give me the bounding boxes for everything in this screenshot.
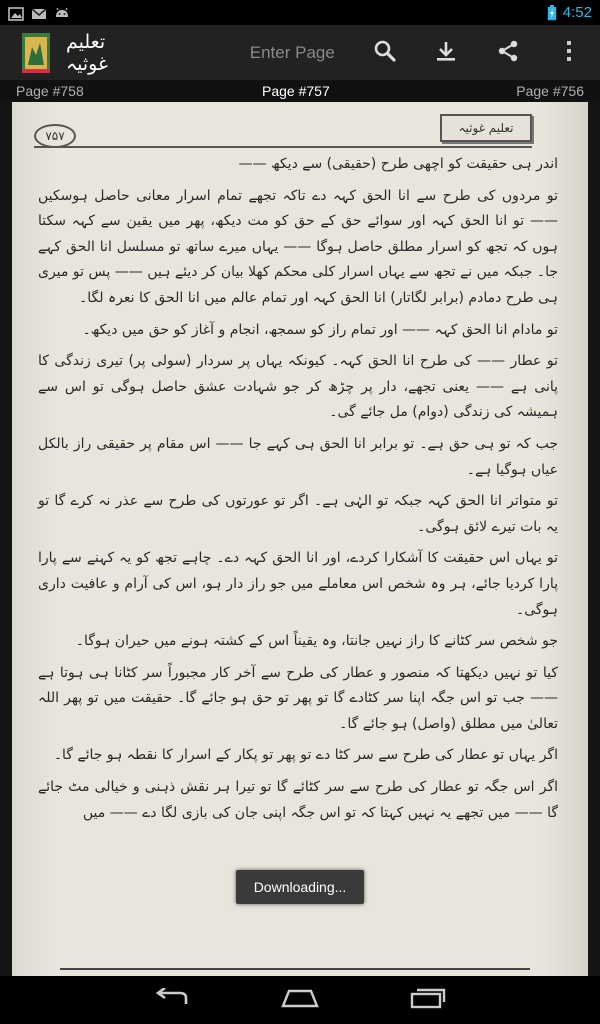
page-number-input[interactable] — [250, 43, 350, 63]
search-button[interactable] — [354, 25, 416, 80]
previous-page-link[interactable]: Page #758 — [16, 83, 84, 99]
document-viewport[interactable] — [0, 102, 600, 976]
footer-rule — [60, 968, 530, 970]
paragraph: تو متواتر انا الحق کہہ جبکہ تو الہٰی ہے۔ اگر تو عورتوں کی طرح سے عذر نہ کرے گا تو یہ بات تیرے لائق ہوگی۔ — [38, 493, 558, 535]
paragraph: جب کہ تو ہی حق ہے۔ تو برابر انا الحق ہی کہے جا —— اس مقام پر حقیقی راز بالکل عیاں ہوگیا ہے۔ — [38, 435, 558, 478]
home-icon — [281, 988, 319, 1012]
page-header-box — [440, 114, 532, 142]
page-navigation — [0, 80, 600, 102]
android-icon — [54, 6, 70, 20]
paragraph: تو مردوں کی طرح سے انا الحق کہہ دے تاکہ تجھے تمام اسرار معانی حاصل ہوسکیں —— تو انا الحق کہہ اور سوائے حق کے حق کو مت دیکھ، پھر میں یقین سے کہہ سکتا ہوں کہ تجھ کو اسرار مطلق حاصل ہوگا —— یہاں میرے ساتھ تو مسلسل انا الحق کہے جا۔ جبکہ میں نے تجھ سے یہاں اسرار کلی محکم کھلا بیان کر دیئے ہیں —— پس تو میری ہی طرح دمادم (برابر لگاتار) انا الحق کہہ اور تمام عالم میں انا الحق کا نعرہ لگا۔ — [38, 187, 558, 306]
header-rule — [34, 146, 532, 148]
app-title: تعلیم غوثیہ — [66, 30, 108, 75]
paragraph: تو عطار —— کی طرح انا الحق کہہ۔ کیونکہ یہاں پر سردار (سولی پر) تیری زندگی کا پانی ہے —— یعنی تجھے، دار پر چڑھ کر جو شہادت عشق حاصل ہوگی تو اس سے ہمیشہ کی زندگی (دوام) مل جائے گی۔ — [38, 353, 558, 421]
gmail-icon — [31, 6, 47, 20]
picture-icon — [8, 6, 24, 20]
search-icon — [373, 39, 397, 67]
app-logo-icon[interactable] — [22, 33, 50, 73]
overflow-menu-button[interactable] — [538, 25, 600, 80]
paragraph: تو مادام انا الحق کہہ —— اور تمام راز کو سمجھ، انجام و آغاز کو حق میں دیکھ۔ — [82, 321, 558, 338]
page-header-title: تعلیم غوثیہ — [458, 121, 514, 135]
current-page-label: Page #757 — [262, 83, 330, 99]
paragraph: اندر ہی حقیقت کو اچھی طرح (حقیقی) سے دیکھ —— — [238, 156, 558, 172]
paragraph: اگر یہاں تو عطار کی طرح سے سر کٹا دے تو پھر تو پکار کے اسرار کا نقطہ ہو جائے گا۔ — [53, 747, 558, 764]
back-button[interactable] — [132, 976, 212, 1024]
download-button[interactable] — [415, 25, 477, 80]
overflow-menu-icon — [565, 39, 573, 67]
system-navigation-bar — [0, 976, 600, 1024]
clock: 4:52 — [562, 4, 592, 21]
page-body-text — [38, 152, 558, 832]
document-page[interactable] — [12, 102, 588, 976]
recents-icon — [410, 987, 446, 1013]
paragraph: کیا تو نہیں دیکھتا کہ منصور و عطار کی طرح سے آخر کار مجبوراً سر کٹانا ہی ہوتا ہے —— جب تو اس جگہ اپنا سر کٹادے گا تو پھر تو حق ہو جائے گا۔ حقیقت میں تو پھر اللہ تعالیٰ میں مطلق (واصل) ہو جائے گا۔ — [38, 664, 558, 732]
share-icon — [496, 39, 520, 67]
status-bar — [0, 0, 600, 25]
page-number-badge: ۷۵۷ — [34, 124, 76, 148]
download-icon — [434, 39, 458, 67]
paragraph: اگر اس جگہ تو عطار کی طرح سے سر کٹائے گا تو تیرا ہر نقش ذہنی و خیالی مٹ جائے گا —— میں تجھے یہ نہیں کہتا کہ تو اس جگہ اپنی جان کی بازی لگا دے —— میں — [38, 779, 558, 821]
recents-button[interactable] — [388, 976, 468, 1024]
back-icon — [154, 988, 190, 1012]
next-page-link[interactable]: Page #756 — [516, 83, 584, 99]
home-button[interactable] — [260, 976, 340, 1024]
paragraph: جو شخص سر کٹانے کا راز نہیں جانتا، وہ یقیناً اس کے کشتہ ہونے میں حیران ہوگا۔ — [75, 633, 558, 650]
battery-charging-icon — [547, 5, 557, 21]
action-bar — [0, 25, 600, 80]
downloading-toast: Downloading... — [236, 870, 364, 904]
paragraph: تو یہاں اس حقیقت کا آشکارا کردے، اور انا الحق کہہ دے۔ چاہے تجھ کو یہ کہنے سے پارا پارا کردیا جائے، ہر وہ شخص اس معاملے میں جو راز دار ہو، اس کی آرام و عافیت داری ہوگی۔ — [38, 550, 558, 618]
share-button[interactable] — [477, 25, 539, 80]
